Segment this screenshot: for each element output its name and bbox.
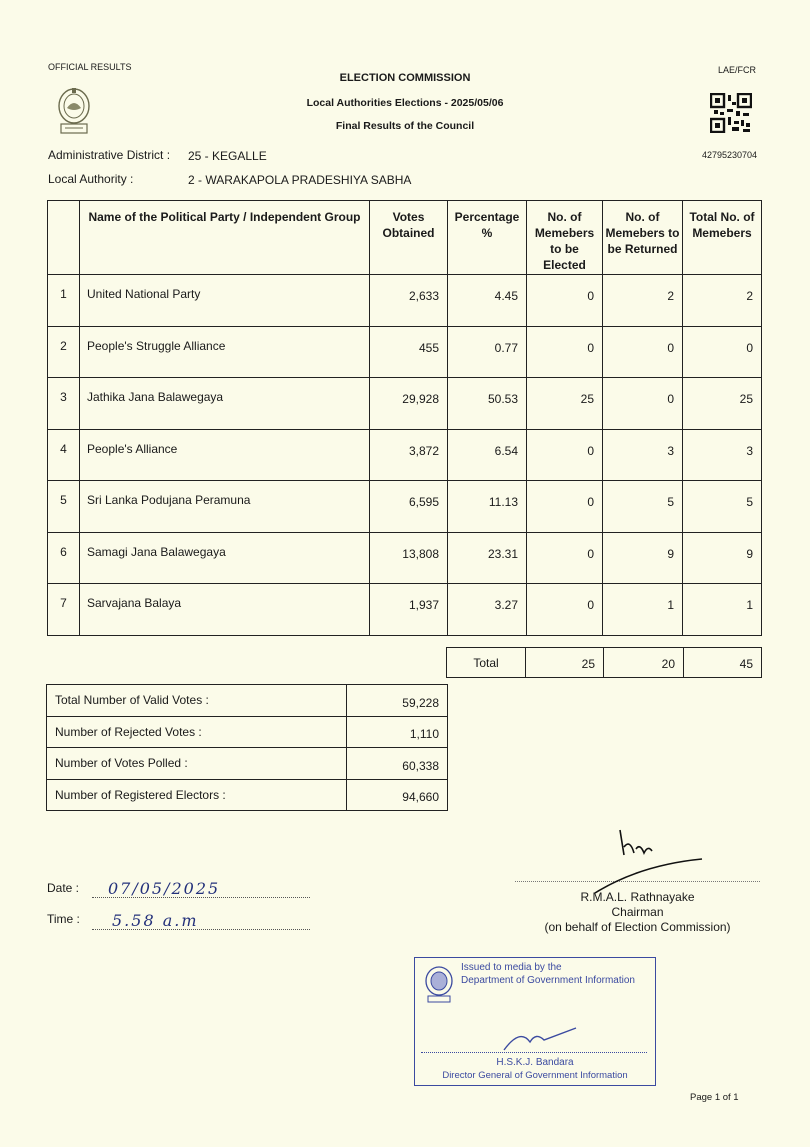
time-value: 5.58 a.m xyxy=(112,911,199,930)
total-members-cell: 3 xyxy=(683,429,762,481)
header-no xyxy=(48,201,80,275)
district-label: Administrative District : xyxy=(48,148,171,162)
row-number: 1 xyxy=(48,275,80,327)
registered-electors-label: Number of Registered Electors : xyxy=(47,779,347,811)
returned-cell: 1 xyxy=(603,584,683,636)
percentage-cell: 50.53 xyxy=(448,378,527,430)
media-issue-stamp xyxy=(414,957,656,1086)
table-row xyxy=(48,275,762,327)
date-label: Date : xyxy=(47,881,80,895)
returned-cell: 9 xyxy=(603,532,683,584)
elected-cell: 0 xyxy=(527,275,603,327)
table-row xyxy=(48,429,762,481)
party-name: United National Party xyxy=(80,275,370,327)
returned-cell: 0 xyxy=(603,326,683,378)
date-line xyxy=(92,879,310,898)
header-elected: No. of Memebers to be Elected xyxy=(527,201,603,275)
votes-polled-label: Number of Votes Polled : xyxy=(47,748,347,780)
percentage-cell: 4.45 xyxy=(448,275,527,327)
party-name: Samagi Jana Balawegaya xyxy=(80,532,370,584)
total-elected: 25 xyxy=(526,648,604,678)
official-results-label: OFFICIAL RESULTS xyxy=(48,62,132,72)
registered-electors-value: 94,660 xyxy=(347,779,448,811)
row-number: 5 xyxy=(48,481,80,533)
total-label: Total xyxy=(447,648,526,678)
table-row xyxy=(48,532,762,584)
summary-row xyxy=(47,716,448,748)
row-number: 4 xyxy=(48,429,80,481)
stamp-title: Director General of Government Information xyxy=(442,1070,628,1081)
sri-lanka-emblem-icon xyxy=(55,84,93,141)
votes-polled-value: 60,338 xyxy=(347,748,448,780)
valid-votes-label: Total Number of Valid Votes : xyxy=(47,685,347,717)
header-returned: No. of Memebers to be Returned xyxy=(603,201,683,275)
votes-cell: 2,633 xyxy=(370,275,448,327)
date-value: 07/05/2025 xyxy=(108,879,221,898)
rejected-votes-value: 1,110 xyxy=(347,716,448,748)
stamp-line-1: Issued to media by the xyxy=(461,962,562,973)
votes-cell: 13,808 xyxy=(370,532,448,584)
summary-row xyxy=(47,748,448,780)
summary-row xyxy=(47,779,448,811)
header-total-members: Total No. of Memebers xyxy=(683,201,762,275)
percentage-cell: 6.54 xyxy=(448,429,527,481)
signer-note: (on behalf of Election Commission) xyxy=(544,920,731,934)
totals-row xyxy=(447,648,762,678)
votes-cell: 455 xyxy=(370,326,448,378)
page-subtitle: Local Authorities Elections - 2025/05/06 xyxy=(306,97,504,109)
total-members-cell: 25 xyxy=(683,378,762,430)
total-members-cell: 9 xyxy=(683,532,762,584)
summary-table xyxy=(46,684,448,811)
page-title: ELECTION COMMISSION xyxy=(339,72,471,84)
total-members-cell: 0 xyxy=(683,326,762,378)
district-value: 25 - KEGALLE xyxy=(188,149,267,163)
time-line xyxy=(92,911,310,930)
table-row xyxy=(48,326,762,378)
page-number: Page 1 of 1 xyxy=(690,1092,739,1103)
elected-cell: 0 xyxy=(527,429,603,481)
votes-cell: 1,937 xyxy=(370,584,448,636)
row-number: 2 xyxy=(48,326,80,378)
header-votes: Votes Obtained xyxy=(370,201,448,275)
percentage-cell: 23.31 xyxy=(448,532,527,584)
summary-row xyxy=(47,685,448,717)
elected-cell: 25 xyxy=(527,378,603,430)
stamp-signer: H.S.K.J. Bandara xyxy=(496,1057,574,1068)
table-row xyxy=(48,481,762,533)
party-name: Jathika Jana Balawegaya xyxy=(80,378,370,430)
returned-cell: 2 xyxy=(603,275,683,327)
row-number: 3 xyxy=(48,378,80,430)
total-members-cell: 1 xyxy=(683,584,762,636)
authority-label: Local Authority : xyxy=(48,172,134,186)
votes-cell: 6,595 xyxy=(370,481,448,533)
total-members-cell: 2 xyxy=(683,275,762,327)
table-row xyxy=(48,584,762,636)
party-name: Sri Lanka Podujana Peramuna xyxy=(80,481,370,533)
page-subtitle-2: Final Results of the Council xyxy=(335,120,475,132)
votes-cell: 29,928 xyxy=(370,378,448,430)
returned-cell: 3 xyxy=(603,429,683,481)
table-row xyxy=(48,378,762,430)
time-label: Time : xyxy=(47,912,80,926)
header-percentage: Percentage % xyxy=(448,201,527,275)
stamp-line-2: Department of Government Information xyxy=(461,975,635,986)
votes-cell: 3,872 xyxy=(370,429,448,481)
totals-table xyxy=(446,647,762,678)
party-name: People's Alliance xyxy=(80,429,370,481)
total-members-cell: 5 xyxy=(683,481,762,533)
header-party-name: Name of the Political Party / Independent Group xyxy=(80,201,370,275)
authority-value: 2 - WARAKAPOLA PRADESHIYA SABHA xyxy=(188,173,412,187)
document-number: 42795230704 xyxy=(702,150,758,160)
valid-votes-value: 59,228 xyxy=(347,685,448,717)
percentage-cell: 11.13 xyxy=(448,481,527,533)
signer-title: Chairman xyxy=(611,905,664,919)
elected-cell: 0 xyxy=(527,532,603,584)
qr-code-icon xyxy=(710,93,752,138)
rejected-votes-label: Number of Rejected Votes : xyxy=(47,716,347,748)
table-header-row xyxy=(48,201,762,275)
row-number: 6 xyxy=(48,532,80,584)
elected-cell: 0 xyxy=(527,584,603,636)
percentage-cell: 0.77 xyxy=(448,326,527,378)
signer-name: R.M.A.L. Rathnayake xyxy=(580,890,695,904)
government-emblem-icon xyxy=(423,964,455,1007)
percentage-cell: 3.27 xyxy=(448,584,527,636)
party-name: People's Struggle Alliance xyxy=(80,326,370,378)
total-members: 45 xyxy=(684,648,762,678)
elected-cell: 0 xyxy=(527,326,603,378)
returned-cell: 0 xyxy=(603,378,683,430)
returned-cell: 5 xyxy=(603,481,683,533)
party-name: Sarvajana Balaya xyxy=(80,584,370,636)
results-table xyxy=(47,200,762,636)
total-returned: 20 xyxy=(604,648,684,678)
form-code: LAE/FCR xyxy=(718,65,757,75)
stamp-signature-line xyxy=(421,1052,647,1053)
elected-cell: 0 xyxy=(527,481,603,533)
row-number: 7 xyxy=(48,584,80,636)
